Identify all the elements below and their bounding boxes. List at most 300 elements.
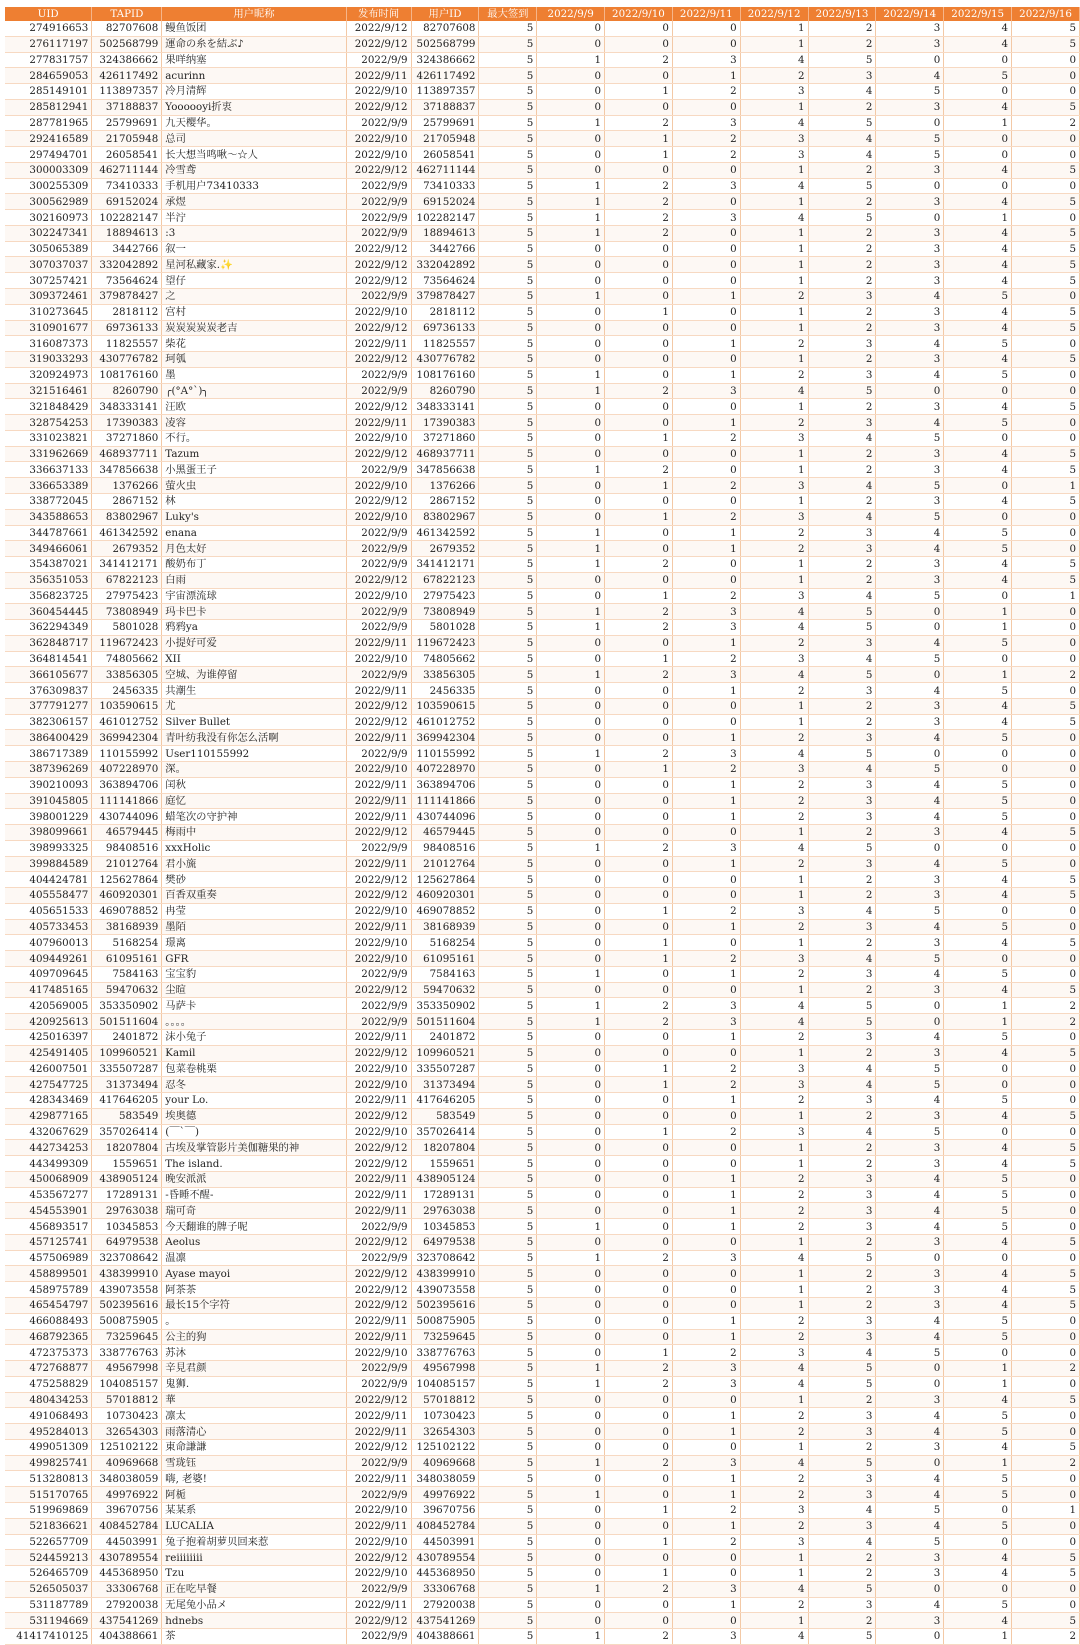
- cell-d0911[interactable]: 0: [672, 304, 740, 320]
- cell-d0910[interactable]: 2: [605, 210, 673, 226]
- cell-uid[interactable]: 356351053: [5, 572, 92, 588]
- cell-d0914[interactable]: 4: [876, 1597, 944, 1613]
- cell-uid[interactable]: 328754253: [5, 415, 92, 431]
- cell-d0913[interactable]: 5: [808, 746, 876, 762]
- cell-d0916[interactable]: 0: [1012, 856, 1080, 872]
- cell-max-checkin[interactable]: 5: [479, 1045, 537, 1061]
- cell-d0914[interactable]: 3: [876, 557, 944, 573]
- cell-d0911[interactable]: 1: [672, 1219, 740, 1235]
- cell-d0915[interactable]: 0: [944, 1061, 1012, 1077]
- cell-d0916[interactable]: 0: [1012, 336, 1080, 352]
- cell-d0912[interactable]: 1: [740, 257, 808, 273]
- cell-d0911[interactable]: 2: [672, 1502, 740, 1518]
- cell-d0913[interactable]: 2: [808, 194, 876, 210]
- cell-nickname[interactable]: Aeolus: [162, 1234, 346, 1250]
- cell-uid[interactable]: 531194669: [5, 1613, 92, 1629]
- cell-d0916[interactable]: 5: [1012, 872, 1080, 888]
- cell-d0910[interactable]: 2: [605, 746, 673, 762]
- cell-publish-time[interactable]: 2022/9/9: [346, 557, 411, 573]
- cell-d0914[interactable]: 4: [876, 367, 944, 383]
- cell-nickname[interactable]: 深。: [162, 761, 346, 777]
- cell-publish-time[interactable]: 2022/9/12: [346, 273, 411, 289]
- cell-d0912[interactable]: 1: [740, 36, 808, 52]
- cell-max-checkin[interactable]: 5: [479, 588, 537, 604]
- cell-d0913[interactable]: 3: [808, 966, 876, 982]
- cell-nickname[interactable]: 闰秋: [162, 777, 346, 793]
- cell-d0912[interactable]: 1: [740, 935, 808, 951]
- cell-d0910[interactable]: 2: [605, 194, 673, 210]
- cell-max-checkin[interactable]: 5: [479, 21, 537, 36]
- cell-user-id[interactable]: 73410333: [411, 178, 479, 194]
- cell-d0913[interactable]: 2: [808, 257, 876, 273]
- cell-d0911[interactable]: 1: [672, 1471, 740, 1487]
- cell-d0912[interactable]: 2: [740, 289, 808, 305]
- cell-d0915[interactable]: 0: [944, 178, 1012, 194]
- cell-max-checkin[interactable]: 5: [479, 635, 537, 651]
- cell-d0913[interactable]: 2: [808, 225, 876, 241]
- cell-d0912[interactable]: 2: [740, 1030, 808, 1046]
- cell-nickname[interactable]: enana: [162, 525, 346, 541]
- cell-nickname[interactable]: 冷月清辉: [162, 84, 346, 100]
- cell-d0910[interactable]: 0: [605, 1408, 673, 1424]
- cell-d0910[interactable]: 0: [605, 1234, 673, 1250]
- cell-d0913[interactable]: 4: [808, 84, 876, 100]
- cell-publish-time[interactable]: 2022/9/10: [346, 1345, 411, 1361]
- cell-tapid[interactable]: 74805662: [92, 651, 162, 667]
- cell-uid[interactable]: 405651533: [5, 903, 92, 919]
- cell-d0916[interactable]: 5: [1012, 888, 1080, 904]
- cell-d0913[interactable]: 2: [808, 1140, 876, 1156]
- cell-d0914[interactable]: 4: [876, 1518, 944, 1534]
- cell-d0913[interactable]: 3: [808, 415, 876, 431]
- cell-d0912[interactable]: 1: [740, 1613, 808, 1629]
- cell-d0912[interactable]: 1: [740, 1282, 808, 1298]
- cell-tapid[interactable]: 82707608: [92, 21, 162, 36]
- cell-user-id[interactable]: 61095161: [411, 951, 479, 967]
- cell-publish-time[interactable]: 2022/9/9: [346, 1487, 411, 1503]
- cell-d0914[interactable]: 4: [876, 415, 944, 431]
- cell-d0909[interactable]: 0: [537, 1424, 605, 1440]
- cell-d0915[interactable]: 0: [944, 147, 1012, 163]
- cell-d0914[interactable]: 3: [876, 320, 944, 336]
- cell-d0909[interactable]: 0: [537, 399, 605, 415]
- cell-d0912[interactable]: 1: [740, 352, 808, 368]
- cell-tapid[interactable]: 39670756: [92, 1502, 162, 1518]
- header-d0911[interactable]: 2022/9/11: [672, 7, 740, 21]
- header-d0909[interactable]: 2022/9/9: [537, 7, 605, 21]
- cell-user-id[interactable]: 49976922: [411, 1487, 479, 1503]
- cell-nickname[interactable]: 冉莹: [162, 903, 346, 919]
- cell-d0909[interactable]: 0: [537, 825, 605, 841]
- cell-d0915[interactable]: 4: [944, 1392, 1012, 1408]
- cell-tapid[interactable]: 26058541: [92, 147, 162, 163]
- cell-nickname[interactable]: 埃奥德: [162, 1108, 346, 1124]
- cell-tapid[interactable]: 83802967: [92, 509, 162, 525]
- cell-d0909[interactable]: 1: [537, 746, 605, 762]
- cell-d0914[interactable]: 0: [876, 1629, 944, 1645]
- cell-d0910[interactable]: 0: [605, 36, 673, 52]
- cell-tapid[interactable]: 437541269: [92, 1613, 162, 1629]
- cell-d0913[interactable]: 2: [808, 1392, 876, 1408]
- cell-uid[interactable]: 300562989: [5, 194, 92, 210]
- cell-d0912[interactable]: 2: [740, 1313, 808, 1329]
- cell-nickname[interactable]: 汪欧: [162, 399, 346, 415]
- cell-user-id[interactable]: 37271860: [411, 430, 479, 446]
- cell-d0914[interactable]: 3: [876, 888, 944, 904]
- cell-tapid[interactable]: 2867152: [92, 493, 162, 509]
- cell-tapid[interactable]: 125627864: [92, 872, 162, 888]
- cell-d0910[interactable]: 0: [605, 872, 673, 888]
- cell-d0909[interactable]: 0: [537, 1203, 605, 1219]
- cell-user-id[interactable]: 25799691: [411, 115, 479, 131]
- cell-d0915[interactable]: 4: [944, 257, 1012, 273]
- cell-max-checkin[interactable]: 5: [479, 1171, 537, 1187]
- cell-publish-time[interactable]: 2022/9/10: [346, 1124, 411, 1140]
- cell-user-id[interactable]: 119672423: [411, 635, 479, 651]
- cell-d0916[interactable]: 0: [1012, 966, 1080, 982]
- cell-uid[interactable]: 409449261: [5, 951, 92, 967]
- cell-max-checkin[interactable]: 5: [479, 856, 537, 872]
- cell-user-id[interactable]: 461342592: [411, 525, 479, 541]
- cell-d0911[interactable]: 0: [672, 21, 740, 36]
- cell-max-checkin[interactable]: 5: [479, 1361, 537, 1377]
- cell-d0910[interactable]: 0: [605, 714, 673, 730]
- cell-user-id[interactable]: 102282147: [411, 210, 479, 226]
- cell-max-checkin[interactable]: 5: [479, 478, 537, 494]
- cell-d0915[interactable]: 0: [944, 1250, 1012, 1266]
- cell-user-id[interactable]: 8260790: [411, 383, 479, 399]
- cell-publish-time[interactable]: 2022/9/9: [346, 225, 411, 241]
- cell-d0915[interactable]: 0: [944, 651, 1012, 667]
- cell-d0910[interactable]: 0: [605, 1171, 673, 1187]
- cell-d0909[interactable]: 1: [537, 1487, 605, 1503]
- header-d0912[interactable]: 2022/9/12: [740, 7, 808, 21]
- cell-max-checkin[interactable]: 5: [479, 225, 537, 241]
- cell-max-checkin[interactable]: 5: [479, 1313, 537, 1329]
- cell-d0915[interactable]: 4: [944, 1045, 1012, 1061]
- cell-publish-time[interactable]: 2022/9/12: [346, 399, 411, 415]
- cell-uid[interactable]: 458899501: [5, 1266, 92, 1282]
- cell-d0911[interactable]: 1: [672, 1424, 740, 1440]
- cell-d0912[interactable]: 2: [740, 1424, 808, 1440]
- cell-d0911[interactable]: 1: [672, 336, 740, 352]
- cell-nickname[interactable]: 温凛: [162, 1250, 346, 1266]
- cell-d0914[interactable]: 4: [876, 856, 944, 872]
- cell-d0910[interactable]: 1: [605, 651, 673, 667]
- cell-d0912[interactable]: 3: [740, 1061, 808, 1077]
- cell-uid[interactable]: 427547725: [5, 1077, 92, 1093]
- cell-d0916[interactable]: 2: [1012, 1455, 1080, 1471]
- cell-publish-time[interactable]: 2022/9/12: [346, 493, 411, 509]
- cell-tapid[interactable]: 113897357: [92, 84, 162, 100]
- cell-publish-time[interactable]: 2022/9/12: [346, 1613, 411, 1629]
- cell-tapid[interactable]: 33306768: [92, 1581, 162, 1597]
- cell-d0911[interactable]: 0: [672, 493, 740, 509]
- cell-d0910[interactable]: 0: [605, 1471, 673, 1487]
- cell-d0911[interactable]: 3: [672, 1629, 740, 1645]
- cell-d0913[interactable]: 4: [808, 509, 876, 525]
- cell-d0911[interactable]: 0: [672, 257, 740, 273]
- cell-tapid[interactable]: 110155992: [92, 746, 162, 762]
- cell-d0910[interactable]: 0: [605, 1266, 673, 1282]
- cell-d0913[interactable]: 3: [808, 1471, 876, 1487]
- cell-d0916[interactable]: 5: [1012, 1140, 1080, 1156]
- header-d0916[interactable]: 2022/9/16: [1012, 7, 1080, 21]
- cell-d0910[interactable]: 1: [605, 509, 673, 525]
- cell-d0910[interactable]: 0: [605, 525, 673, 541]
- cell-publish-time[interactable]: 2022/9/11: [346, 1518, 411, 1534]
- cell-max-checkin[interactable]: 5: [479, 68, 537, 84]
- cell-d0913[interactable]: 2: [808, 1234, 876, 1250]
- cell-nickname[interactable]: 雪珑钰: [162, 1455, 346, 1471]
- cell-d0914[interactable]: 4: [876, 1171, 944, 1187]
- cell-d0911[interactable]: 3: [672, 115, 740, 131]
- cell-d0915[interactable]: 0: [944, 746, 1012, 762]
- cell-d0913[interactable]: 2: [808, 1298, 876, 1314]
- cell-max-checkin[interactable]: 5: [479, 1030, 537, 1046]
- cell-user-id[interactable]: 59470632: [411, 982, 479, 998]
- cell-d0912[interactable]: 4: [740, 1361, 808, 1377]
- cell-d0913[interactable]: 3: [808, 1518, 876, 1534]
- cell-d0910[interactable]: 0: [605, 415, 673, 431]
- cell-max-checkin[interactable]: 5: [479, 399, 537, 415]
- cell-uid[interactable]: 426007501: [5, 1061, 92, 1077]
- cell-d0913[interactable]: 2: [808, 557, 876, 573]
- cell-d0912[interactable]: 2: [740, 1093, 808, 1109]
- cell-d0910[interactable]: 1: [605, 1061, 673, 1077]
- cell-tapid[interactable]: 502395616: [92, 1298, 162, 1314]
- cell-d0911[interactable]: 0: [672, 1298, 740, 1314]
- cell-publish-time[interactable]: 2022/9/10: [346, 761, 411, 777]
- cell-d0912[interactable]: 4: [740, 840, 808, 856]
- cell-d0913[interactable]: 2: [808, 241, 876, 257]
- cell-user-id[interactable]: 98408516: [411, 840, 479, 856]
- cell-d0916[interactable]: 0: [1012, 1581, 1080, 1597]
- cell-user-id[interactable]: 32654303: [411, 1424, 479, 1440]
- cell-max-checkin[interactable]: 5: [479, 919, 537, 935]
- cell-uid[interactable]: 354387021: [5, 557, 92, 573]
- cell-d0914[interactable]: 0: [876, 1014, 944, 1030]
- cell-d0913[interactable]: 2: [808, 1439, 876, 1455]
- cell-d0914[interactable]: 3: [876, 1108, 944, 1124]
- cell-d0916[interactable]: 2: [1012, 1629, 1080, 1645]
- cell-uid[interactable]: 391045805: [5, 793, 92, 809]
- cell-user-id[interactable]: 324386662: [411, 52, 479, 68]
- cell-d0912[interactable]: 2: [740, 683, 808, 699]
- cell-d0916[interactable]: 0: [1012, 730, 1080, 746]
- cell-user-id[interactable]: 430776782: [411, 352, 479, 368]
- cell-tapid[interactable]: 379878427: [92, 289, 162, 305]
- cell-d0909[interactable]: 0: [537, 84, 605, 100]
- cell-publish-time[interactable]: 2022/9/12: [346, 1108, 411, 1124]
- cell-d0909[interactable]: 0: [537, 572, 605, 588]
- cell-d0912[interactable]: 3: [740, 1077, 808, 1093]
- cell-uid[interactable]: 526465709: [5, 1566, 92, 1582]
- cell-d0916[interactable]: 0: [1012, 68, 1080, 84]
- cell-d0912[interactable]: 4: [740, 115, 808, 131]
- cell-tapid[interactable]: 18207804: [92, 1140, 162, 1156]
- header-uid[interactable]: UID: [5, 7, 92, 21]
- cell-d0911[interactable]: 0: [672, 1439, 740, 1455]
- cell-user-id[interactable]: 37188837: [411, 99, 479, 115]
- cell-d0914[interactable]: 4: [876, 919, 944, 935]
- cell-uid[interactable]: 425491405: [5, 1045, 92, 1061]
- cell-d0909[interactable]: 0: [537, 1329, 605, 1345]
- cell-d0913[interactable]: 5: [808, 1361, 876, 1377]
- cell-d0910[interactable]: 0: [605, 698, 673, 714]
- cell-d0916[interactable]: 0: [1012, 415, 1080, 431]
- cell-user-id[interactable]: 439073558: [411, 1282, 479, 1298]
- cell-user-id[interactable]: 27975423: [411, 588, 479, 604]
- cell-publish-time[interactable]: 2022/9/9: [346, 210, 411, 226]
- cell-d0910[interactable]: 2: [605, 667, 673, 683]
- cell-max-checkin[interactable]: 5: [479, 52, 537, 68]
- cell-d0910[interactable]: 0: [605, 572, 673, 588]
- cell-uid[interactable]: 398001229: [5, 809, 92, 825]
- cell-d0909[interactable]: 1: [537, 541, 605, 557]
- cell-d0916[interactable]: 0: [1012, 84, 1080, 100]
- cell-d0916[interactable]: 0: [1012, 951, 1080, 967]
- cell-max-checkin[interactable]: 5: [479, 998, 537, 1014]
- cell-uid[interactable]: 316087373: [5, 336, 92, 352]
- cell-d0911[interactable]: 0: [672, 698, 740, 714]
- cell-d0914[interactable]: 4: [876, 1408, 944, 1424]
- cell-d0916[interactable]: 5: [1012, 320, 1080, 336]
- cell-max-checkin[interactable]: 5: [479, 730, 537, 746]
- cell-d0916[interactable]: 5: [1012, 1392, 1080, 1408]
- cell-d0909[interactable]: 1: [537, 1250, 605, 1266]
- cell-uid[interactable]: 302160973: [5, 210, 92, 226]
- cell-uid[interactable]: 450068909: [5, 1171, 92, 1187]
- cell-d0913[interactable]: 4: [808, 1077, 876, 1093]
- cell-nickname[interactable]: 白雨: [162, 572, 346, 588]
- cell-d0914[interactable]: 4: [876, 809, 944, 825]
- cell-d0911[interactable]: 0: [672, 462, 740, 478]
- cell-d0915[interactable]: 4: [944, 399, 1012, 415]
- cell-user-id[interactable]: 462711144: [411, 162, 479, 178]
- cell-d0912[interactable]: 2: [740, 415, 808, 431]
- cell-tapid[interactable]: 111141866: [92, 793, 162, 809]
- cell-nickname[interactable]: 凛太: [162, 1408, 346, 1424]
- cell-d0910[interactable]: 0: [605, 825, 673, 841]
- cell-max-checkin[interactable]: 5: [479, 36, 537, 52]
- cell-publish-time[interactable]: 2022/9/9: [346, 383, 411, 399]
- cell-d0912[interactable]: 3: [740, 430, 808, 446]
- cell-d0912[interactable]: 1: [740, 1566, 808, 1582]
- cell-nickname[interactable]: 马萨卡: [162, 998, 346, 1014]
- cell-d0910[interactable]: 1: [605, 951, 673, 967]
- cell-user-id[interactable]: 39670756: [411, 1502, 479, 1518]
- cell-uid[interactable]: 319033293: [5, 352, 92, 368]
- cell-nickname[interactable]: 辛見君颜: [162, 1361, 346, 1377]
- cell-d0915[interactable]: 1: [944, 1014, 1012, 1030]
- cell-publish-time[interactable]: 2022/9/12: [346, 872, 411, 888]
- cell-tapid[interactable]: 67822123: [92, 572, 162, 588]
- cell-nickname[interactable]: 百香双重奏: [162, 888, 346, 904]
- cell-d0916[interactable]: 0: [1012, 383, 1080, 399]
- cell-publish-time[interactable]: 2022/9/11: [346, 730, 411, 746]
- cell-d0911[interactable]: 1: [672, 635, 740, 651]
- cell-tapid[interactable]: 10730423: [92, 1408, 162, 1424]
- cell-nickname[interactable]: hdnebs: [162, 1613, 346, 1629]
- cell-user-id[interactable]: 17390383: [411, 415, 479, 431]
- cell-d0910[interactable]: 0: [605, 1613, 673, 1629]
- cell-uid[interactable]: 465454797: [5, 1298, 92, 1314]
- cell-nickname[interactable]: 阿栀: [162, 1487, 346, 1503]
- cell-uid[interactable]: 336653389: [5, 478, 92, 494]
- cell-d0914[interactable]: 4: [876, 1219, 944, 1235]
- cell-user-id[interactable]: 5801028: [411, 620, 479, 636]
- cell-d0912[interactable]: 1: [740, 21, 808, 36]
- cell-user-id[interactable]: 46579445: [411, 825, 479, 841]
- cell-d0916[interactable]: 5: [1012, 273, 1080, 289]
- cell-max-checkin[interactable]: 5: [479, 1282, 537, 1298]
- cell-nickname[interactable]: (￣`￣): [162, 1124, 346, 1140]
- cell-d0912[interactable]: 4: [740, 1629, 808, 1645]
- cell-d0915[interactable]: 0: [944, 588, 1012, 604]
- cell-d0913[interactable]: 3: [808, 809, 876, 825]
- cell-uid[interactable]: 521836621: [5, 1518, 92, 1534]
- cell-publish-time[interactable]: 2022/9/10: [346, 1061, 411, 1077]
- cell-max-checkin[interactable]: 5: [479, 446, 537, 462]
- cell-publish-time[interactable]: 2022/9/10: [346, 430, 411, 446]
- cell-uid[interactable]: 309372461: [5, 289, 92, 305]
- cell-d0912[interactable]: 1: [740, 888, 808, 904]
- cell-max-checkin[interactable]: 5: [479, 698, 537, 714]
- cell-d0913[interactable]: 4: [808, 1061, 876, 1077]
- cell-uid[interactable]: 457125741: [5, 1234, 92, 1250]
- cell-d0909[interactable]: 1: [537, 604, 605, 620]
- cell-publish-time[interactable]: 2022/9/9: [346, 194, 411, 210]
- cell-nickname[interactable]: LUCALIA: [162, 1518, 346, 1534]
- cell-d0915[interactable]: 4: [944, 1566, 1012, 1582]
- cell-d0911[interactable]: 2: [672, 509, 740, 525]
- cell-user-id[interactable]: 18207804: [411, 1140, 479, 1156]
- cell-max-checkin[interactable]: 5: [479, 289, 537, 305]
- cell-d0909[interactable]: 0: [537, 147, 605, 163]
- cell-nickname[interactable]: Tazum: [162, 446, 346, 462]
- cell-d0909[interactable]: 0: [537, 1234, 605, 1250]
- cell-user-id[interactable]: 10730423: [411, 1408, 479, 1424]
- cell-d0912[interactable]: 2: [740, 1597, 808, 1613]
- cell-user-id[interactable]: 353350902: [411, 998, 479, 1014]
- cell-uid[interactable]: 409709645: [5, 966, 92, 982]
- cell-tapid[interactable]: 8260790: [92, 383, 162, 399]
- cell-d0916[interactable]: 1: [1012, 588, 1080, 604]
- cell-d0914[interactable]: 4: [876, 1030, 944, 1046]
- cell-max-checkin[interactable]: 5: [479, 1424, 537, 1440]
- cell-d0910[interactable]: 0: [605, 399, 673, 415]
- cell-publish-time[interactable]: 2022/9/10: [346, 509, 411, 525]
- cell-d0915[interactable]: 4: [944, 446, 1012, 462]
- cell-d0915[interactable]: 0: [944, 383, 1012, 399]
- cell-d0914[interactable]: 3: [876, 1613, 944, 1629]
- cell-tapid[interactable]: 104085157: [92, 1376, 162, 1392]
- cell-d0911[interactable]: 0: [672, 888, 740, 904]
- cell-publish-time[interactable]: 2022/9/12: [346, 1266, 411, 1282]
- cell-max-checkin[interactable]: 5: [479, 1329, 537, 1345]
- cell-publish-time[interactable]: 2022/9/11: [346, 1093, 411, 1109]
- cell-d0914[interactable]: 4: [876, 68, 944, 84]
- cell-d0911[interactable]: 2: [672, 1077, 740, 1093]
- cell-tapid[interactable]: 363894706: [92, 777, 162, 793]
- cell-tapid[interactable]: 332042892: [92, 257, 162, 273]
- cell-d0916[interactable]: 5: [1012, 1045, 1080, 1061]
- cell-d0911[interactable]: 3: [672, 383, 740, 399]
- cell-tapid[interactable]: 348333141: [92, 399, 162, 415]
- cell-d0912[interactable]: 4: [740, 1014, 808, 1030]
- cell-publish-time[interactable]: 2022/9/9: [346, 604, 411, 620]
